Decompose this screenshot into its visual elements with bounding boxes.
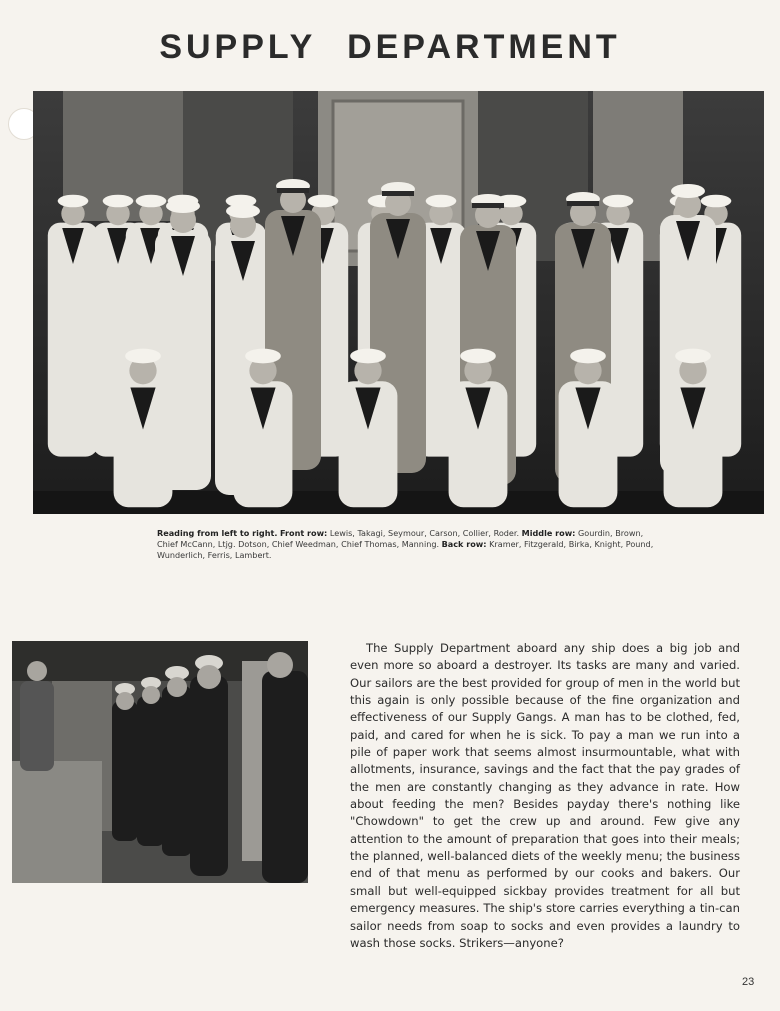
photo-caption xyxy=(157,528,657,561)
caption-front-label: Front row: xyxy=(280,528,328,538)
article-body: The Supply Department aboard any ship does a big job and even more so aboard a destroyer. Its tasks are many and varied. Our sailors are the best provided for group of men in the world but this again is only possible because of the fine organization and effectiveness of our Supply Gangs. A man has to be clothed, fed, paid, and cared for when he is sick. To pay a man we run into a pile of paper work that seems almost insurmountable, what with allotments, insurance, savings and the fact that the pay grades of the men are constantly changing as they advance in rate. How about feeding the men? Besides payday there's nothing like "Chowdown" to get the crew up and around. Few give any attention to the amount of preparation that goes into their meals; the planned, well-balanced diets of the weekly menu; the business end of that menu as performed by our cooks and bakers. Our small but well-equipped sickbay provides treatment for all but emergency measures. The ship's store carries everything a tin-can sailor needs from soap to socks and even provides a laundry to wash those socks. Strikers—anyone? xyxy=(350,641,740,950)
group-photo xyxy=(33,91,764,514)
page-number: 23 xyxy=(742,976,755,988)
galley-photo xyxy=(12,641,308,883)
caption-intro: Reading from left to right. xyxy=(157,528,278,538)
caption-back-label: Back row: xyxy=(441,539,487,549)
page-title: SUPPLY DEPARTMENT xyxy=(159,28,621,66)
caption-middle-names: Gourdin, Brown, Chief McCann, Ltjg. Dotson, Chief Weedman, Chief Thomas, Manning. xyxy=(157,528,644,549)
caption-front-names: Lewis, Takagi, Seymour, Carson, Collier, Roder. xyxy=(329,528,520,538)
caption-back-names: Kramer, Fitzgerald, Birka, Knight, Pound, Wunderlich, Ferris, Lambert. xyxy=(157,539,654,560)
caption-middle-label: Middle row: xyxy=(521,528,576,538)
